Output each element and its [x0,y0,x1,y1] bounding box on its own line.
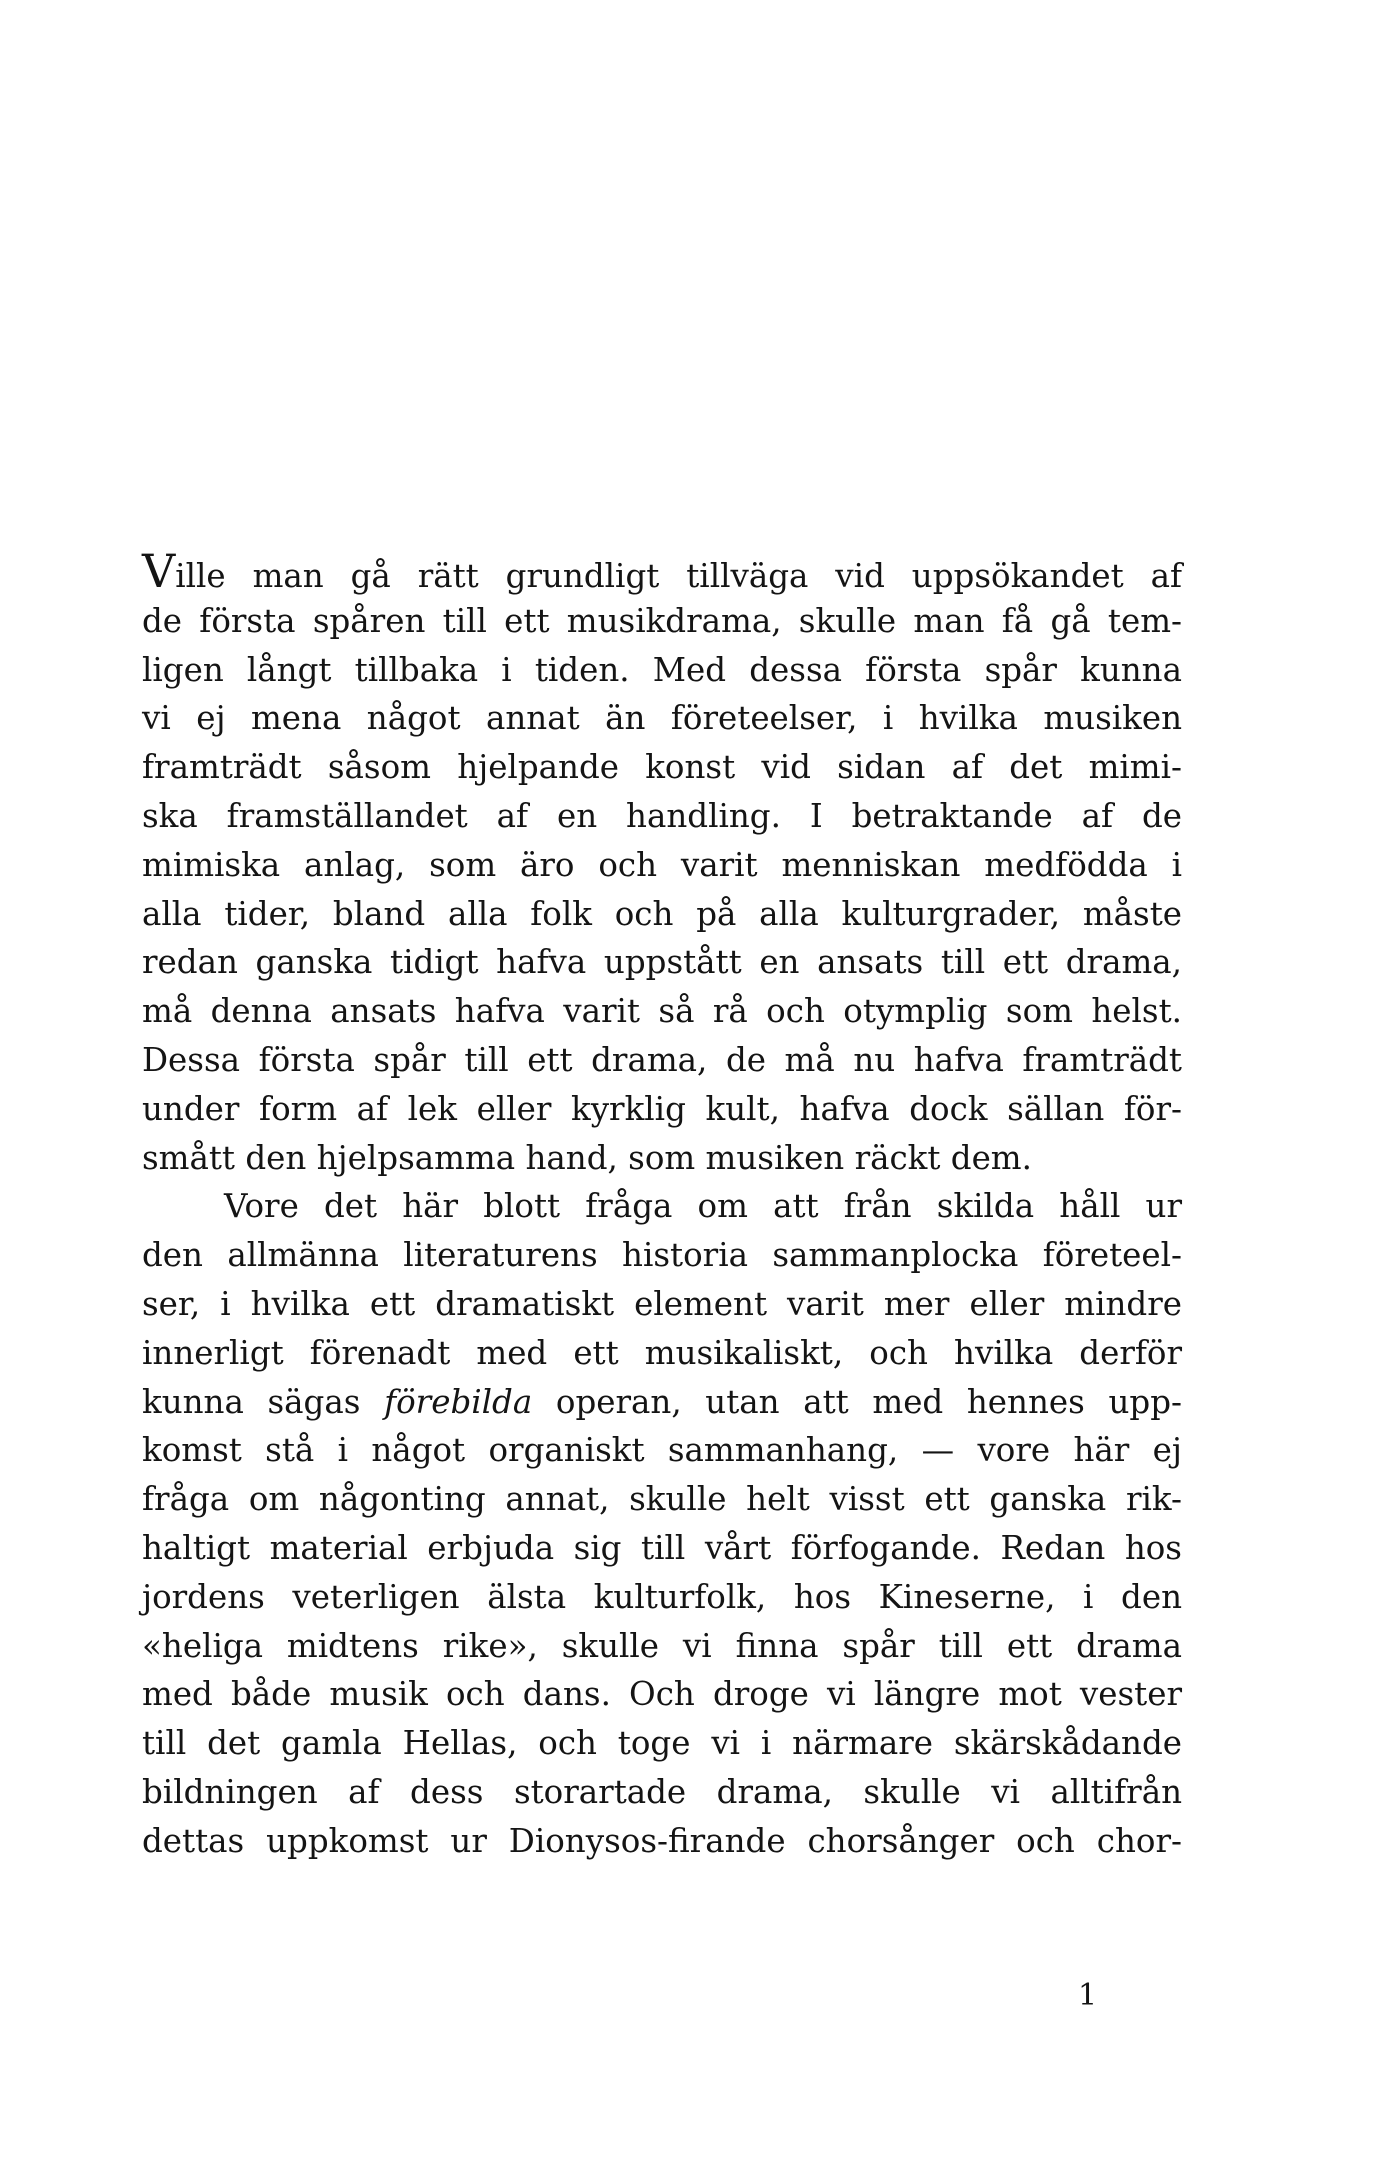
text-line: fråga om någonting annat, skulle helt visst ett ganska rik- [142,1480,1182,1519]
emphasized-word: förebilda [384,1382,533,1421]
text-line: vi ej mena något annat än företeelser, i hvilka musiken [142,699,1182,738]
paragraph-2 [142,1182,1182,1865]
text-line: smått den hjelpsamma hand, som musiken räckt dem. [142,1138,1032,1177]
text-line: dettas uppkomst ur Dionysos-firande chorsånger och chor- [142,1821,1182,1860]
body-text [142,544,1182,1866]
text-line: mimiska anlag, som äro och varit menniskan medfödda i [142,845,1182,884]
text-line: må denna ansats hafva varit så rå och otymplig som helst. [142,992,1182,1031]
text-line: Dessa första spår till ett drama, de må nu hafva framträdt [142,1040,1182,1079]
text-line: Vore det här blott fråga om att från skilda håll ur [224,1187,1182,1226]
text-line: framträdt såsom hjelpande konst vid sidan af det mimi- [142,748,1182,787]
text-line: alla tider, bland alla folk och på alla kulturgrader, måste [142,894,1182,933]
text-line: ligen långt tillbaka i tiden. Med dessa första spår kunna [142,650,1182,689]
text-line: ser, i hvilka ett dramatiskt element varit mer eller mindre [142,1284,1182,1323]
text-line: «heliga midtens rike», skulle vi finna spår till ett drama [142,1626,1182,1665]
text-line: innerligt förenadt med ett musikaliskt, och hvilka derför [142,1333,1182,1372]
text-segment: operan, utan att med hennes upp- [555,1382,1182,1421]
page-number: 1 [1078,1978,1098,2013]
text-line: med både musik och dans. Och droge vi längre mot vester [142,1675,1182,1714]
text-line: de första spåren till ett musikdrama, skulle man få gå tem- [142,601,1182,640]
text-line: ska framställandet af en handling. I betraktande af de [142,796,1182,835]
text-line: jordens veterligen älsta kulturfolk, hos Kineserne, i den [142,1577,1182,1616]
text-line [142,1378,1182,1427]
paragraph-1 [142,544,1182,1182]
text-line-rest: ille man gå rätt grundligt tillväga vid uppsökandet af [175,557,1182,595]
text-line: haltigt material erbjuda sig till vårt förfogande. Redan hos [142,1528,1182,1567]
text-segment: kunna sägas [142,1382,361,1421]
text-line: komst stå i något organiskt sammanhang, — vore här ej [142,1431,1182,1470]
text-line: bildningen af dess storartade drama, skulle vi alltifrån [142,1772,1182,1811]
text-line: redan ganska tidigt hafva uppstått en ansats till ett drama, [142,943,1182,982]
text-line: till det gamla Hellas, och toge vi i närmare skärskådande [142,1724,1182,1763]
text-line [142,544,1182,598]
drop-cap: V [142,544,176,598]
text-line: under form af lek eller kyrklig kult, hafva dock sällan för- [142,1089,1182,1128]
text-line: den allmänna literaturens historia sammanplocka företeel- [142,1236,1182,1275]
